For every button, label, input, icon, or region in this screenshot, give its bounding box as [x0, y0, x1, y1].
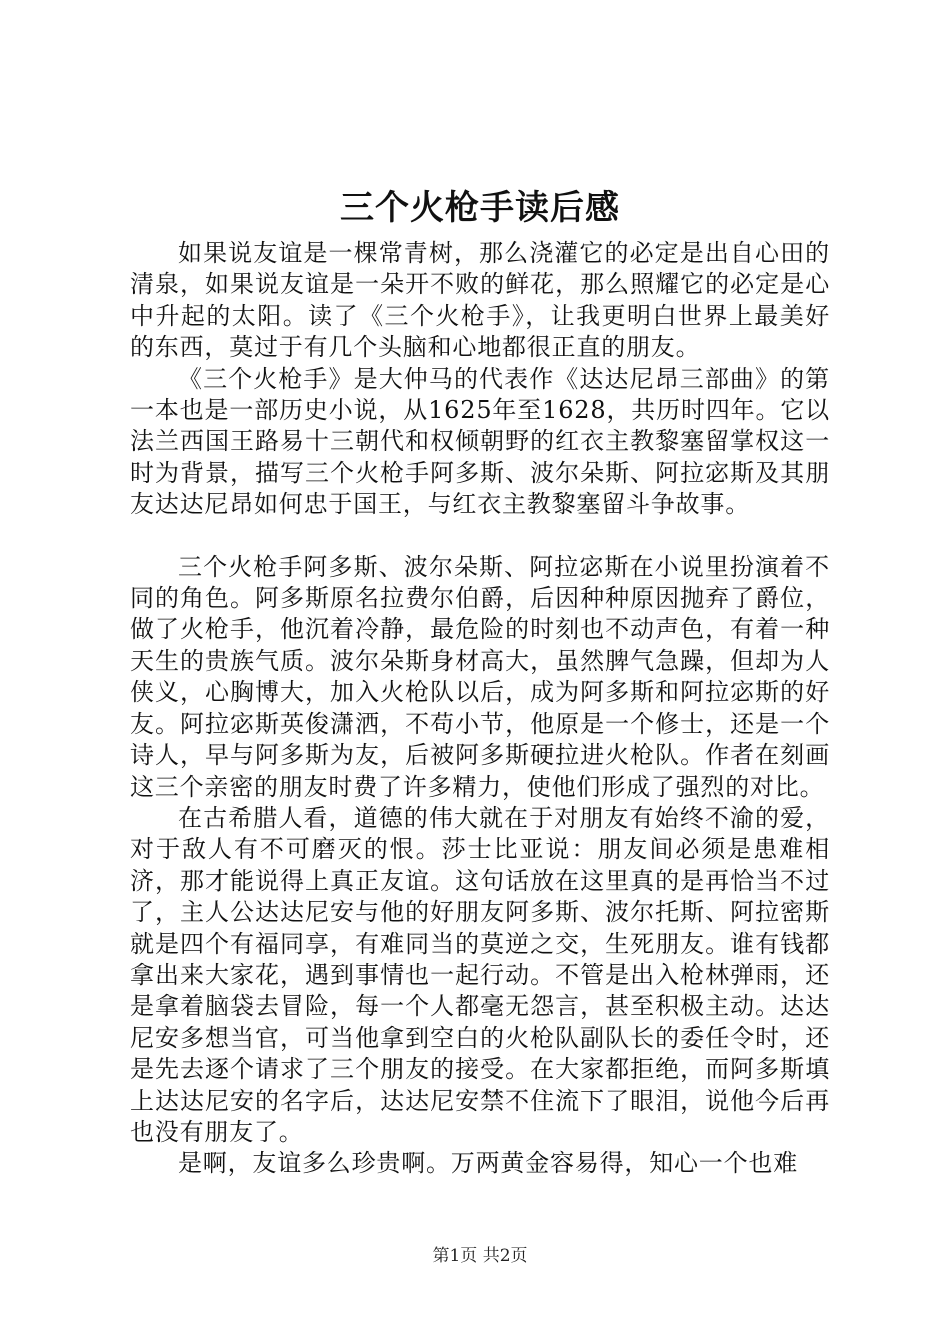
paragraph-conclusion: 是啊，友谊多么珍贵啊。万两黄金容易得，知心一个也难	[178, 1149, 798, 1178]
paragraph-friendship: 在古希腊人看，道德的伟大就在于对朋友有始终不渝的爱，对于敌人有不可磨灭的恨。莎士比亚说：朋友间必须是患难相济，那才能说得上真正友谊。这句话放在这里真的是再恰当不过了，主人公达达尼安与他的好朋友阿多斯、波尔托斯、阿拉密斯就是四个有福同享，有难同当的莫逆之交，生死朋友。谁有钱都拿出来大家花，遇到事情也一起行动。不管是出入枪林弹雨，还是拿着脑袋去冒险，每一个人都毫无怨言，甚至积极主动。达达尼安多想当官，可当他拿到空白的火枪队副队长的委任令时，还是先去逐个请求了三个朋友的接受。在大家都拒绝，而阿多斯填上达达尼安的名字后，达达尼安禁不住流下了眼泪，说他今后再也没有朋友了。	[130, 803, 830, 1146]
document-page	[130, 0, 830, 1344]
document-body	[130, 238, 830, 1180]
document-title: 三个火枪手读后感	[340, 188, 620, 228]
page-footer: 第1页 共2页	[432, 1246, 528, 1266]
paragraph-characters: 三个火枪手阿多斯、波尔朵斯、阿拉宓斯在小说里扮演着不同的角色。阿多斯原名拉费尔伯爵，后因种种原因抛弃了爵位，做了火枪手，他沉着冷静，最危险的时刻也不动声色，有着一种天生的贵族气质。波尔朵斯身材高大，虽然脾气急躁，但却为人侠义，心胸博大，加入火枪队以后，成为阿多斯和阿拉宓斯的好友。阿拉宓斯英俊潇洒，不苟小节，他原是一个修士，还是一个诗人，早与阿多斯为友，后被阿多斯硬拉进火枪队。作者在刻画这三个亲密的朋友时费了许多精力，使他们形成了强烈的对比。	[130, 552, 830, 801]
paragraph-background: 《三个火枪手》是大仲马的代表作《达达尼昂三部曲》的第一本也是一部历史小说，从1625年至1628，共历时四年。它以法兰西国王路易十三朝代和权倾朝野的红衣主教黎塞留掌权这一时为背景，描写三个火枪手阿多斯、波尔朵斯、阿拉宓斯及其朋友达达尼昂如何忠于国王，与红衣主教黎塞留斗争故事。	[130, 364, 830, 519]
paragraph-intro: 如果说友谊是一棵常青树，那么浇灌它的必定是出自心田的清泉，如果说友谊是一朵开不败的鲜花，那么照耀它的必定是心中升起的太阳。读了《三个火枪手》，让我更明白世界上最美好的东西，莫过于有几个头脑和心地都很正直的朋友。	[130, 239, 830, 362]
